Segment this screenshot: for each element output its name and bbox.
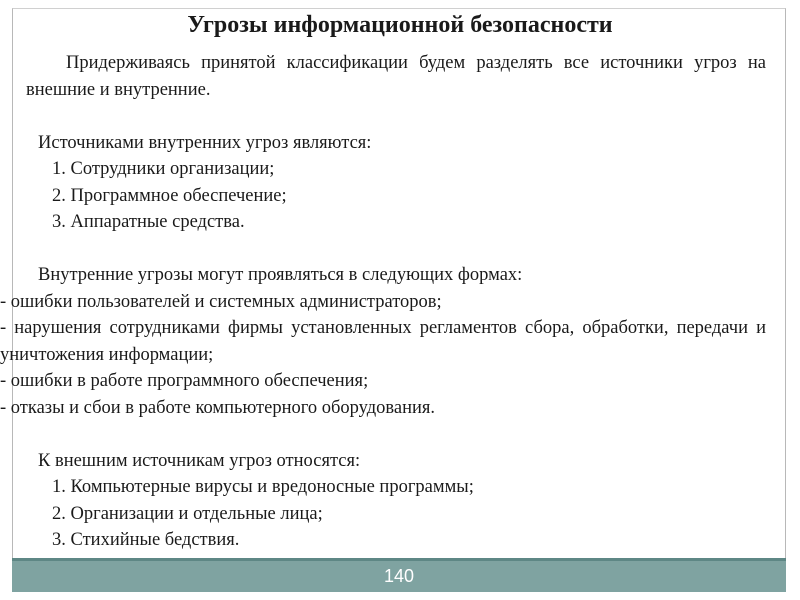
- external-sources-heading: К внешним источникам угроз относятся:: [38, 450, 361, 471]
- intro-paragraph: Придерживаясь принятой классификации будем разделять все источники угроз на внешние и внутренние.: [26, 53, 766, 100]
- internal-sources-heading: Источниками внутренних угроз являются:: [38, 132, 372, 153]
- footer-bar: [12, 558, 786, 592]
- list-item: 2. Программное обеспечение;: [52, 185, 287, 206]
- spacer: [26, 421, 766, 448]
- list-item: 1. Сотрудники организации;: [52, 159, 275, 179]
- list-item: 2. Организации и отдельные лица;: [52, 503, 323, 524]
- list-item: - ошибки пользователей и системных администраторов;: [0, 291, 442, 312]
- list-item: 3. Аппаратные средства.: [52, 212, 245, 232]
- page-number: 140: [383, 566, 415, 586]
- list-item: 1. Компьютерные вирусы и вредоносные программы;: [52, 477, 474, 497]
- slide-content: [0, 50, 766, 554]
- slide-title: Угрозы информационной безопасности: [187, 12, 613, 38]
- list-item: 3. Стихийные бедствия.: [52, 530, 240, 550]
- list-item: - ошибки в работе программного обеспечения;: [0, 371, 369, 391]
- list-item: - отказы и сбои в работе компьютерного оборудования.: [0, 397, 436, 418]
- internal-forms-heading: Внутренние угрозы могут проявляться в следующих формах:: [38, 265, 523, 285]
- spacer: [26, 103, 766, 130]
- list-item: - нарушения сотрудниками фирмы установленных регламентов сбора, обработки, передачи и уничтожения информации;: [0, 318, 766, 365]
- spacer: [26, 236, 766, 263]
